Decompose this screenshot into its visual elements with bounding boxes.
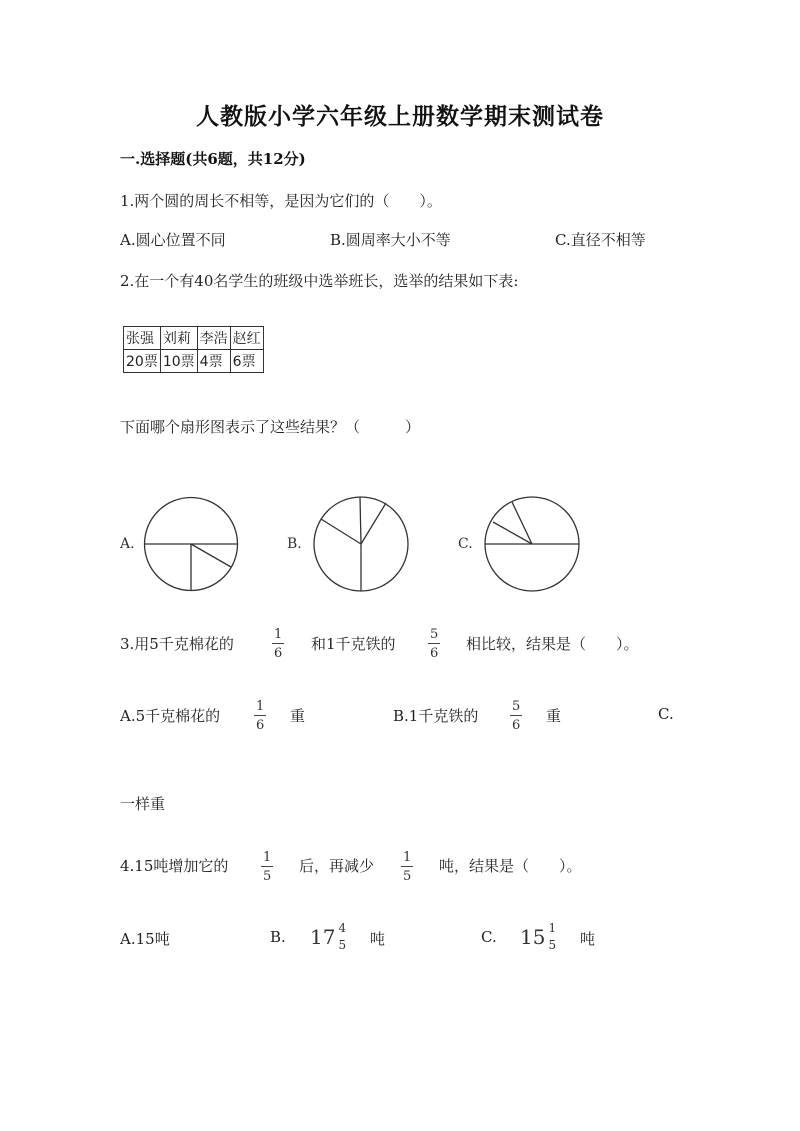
question-3-option-a-pre: A.5千克棉花的	[120, 707, 221, 725]
fraction-numerator: 1	[256, 699, 265, 714]
question-4-option-c-unit: 吨	[580, 930, 596, 948]
pie-chart-a	[140, 496, 242, 592]
fraction-numerator: 1	[263, 850, 272, 865]
section-heading: 一.选择题(共6题，共12分)	[120, 150, 306, 168]
fraction-numerator: 4	[338, 921, 347, 935]
table-cell: 赵红	[230, 327, 263, 350]
mixed-number-whole: 17	[310, 924, 336, 949]
question-1-option-a: A.圆心位置不同	[120, 231, 226, 249]
question-4-text-pre: 4.15吨增加它的	[120, 857, 229, 875]
pie-b-radius-up	[360, 497, 361, 544]
question-3-option-a-post: 重	[290, 707, 306, 725]
mixed-number-b	[310, 922, 348, 951]
table-cell: 李浩	[197, 327, 230, 350]
table-cell: 4票	[197, 350, 230, 373]
fraction-denominator: 6	[274, 646, 283, 661]
page-title: 人教版小学六年级上册数学期末测试卷	[196, 103, 604, 130]
question-3-option-b-post: 重	[546, 707, 562, 725]
question-4-option-c-label: C.	[481, 928, 497, 946]
table-cell: 20票	[124, 350, 161, 373]
pie-b-radius-right	[361, 503, 386, 544]
question-4-option-a: A.15吨	[120, 930, 170, 948]
fraction-numerator: 1	[548, 921, 557, 935]
fraction-one-sixth	[254, 700, 266, 732]
table-cell: 10票	[160, 350, 197, 373]
fraction-one-fifth	[401, 851, 413, 883]
question-3-text-post: 相比较，结果是（ ）。	[466, 635, 639, 653]
pie-option-c-label: C.	[458, 536, 473, 552]
question-4-option-b-label: B.	[270, 928, 286, 946]
question-4-text-mid: 后，再减少	[299, 857, 375, 875]
fraction-numerator: 1	[274, 627, 283, 642]
question-1-text: 1.两个圆的周长不相等，是因为它们的（ ）。	[120, 192, 442, 210]
table-cell: 刘莉	[160, 327, 197, 350]
fraction-five-sixths	[428, 628, 440, 660]
fraction-numerator: 5	[430, 627, 439, 642]
fraction-denominator: 5	[263, 869, 272, 884]
fraction-one-sixth	[272, 628, 284, 660]
question-1-option-c: C.直径不相等	[555, 231, 646, 249]
mixed-number-c	[520, 922, 558, 951]
fraction-denominator: 5	[403, 869, 412, 884]
pie-option-b-label: B.	[287, 536, 302, 552]
fraction-denominator: 6	[512, 718, 521, 733]
table-row	[124, 327, 264, 350]
question-3-text-mid: 和1千克铁的	[311, 635, 396, 653]
pie-chart-b	[312, 495, 410, 593]
fraction-denominator: 5	[548, 938, 557, 952]
question-3-option-c-text: 一样重	[120, 795, 166, 813]
fraction-five-sixths	[510, 700, 522, 732]
pie-option-a-label: A.	[120, 536, 135, 552]
fraction-denominator: 5	[338, 938, 347, 952]
pie-chart-c	[482, 495, 582, 593]
fraction-denominator: 6	[256, 718, 265, 733]
question-2-text: 2.在一个有40名学生的班级中选举班长，选举的结果如下表:	[120, 272, 519, 290]
fraction-numerator: 5	[512, 699, 521, 714]
table-cell: 张强	[124, 327, 161, 350]
question-3-text-pre: 3.用5千克棉花的	[120, 635, 234, 653]
question-2-prompt: 下面哪个扇形图表示了这些结果？（ ）	[120, 418, 421, 436]
question-4-text-post: 吨，结果是（ ）。	[439, 857, 582, 875]
mixed-number-fraction	[546, 922, 558, 951]
pie-b-radius-left	[321, 519, 361, 544]
mixed-number-fraction	[336, 922, 348, 951]
mixed-number-whole: 15	[520, 924, 546, 949]
question-3-option-c-label: C.	[658, 705, 674, 723]
question-4-option-b-unit: 吨	[370, 930, 386, 948]
question-1-option-b: B.圆周率大小不等	[330, 231, 451, 249]
table-cell: 6票	[230, 350, 263, 373]
fraction-one-fifth	[261, 851, 273, 883]
fraction-numerator: 1	[403, 850, 412, 865]
pie-a-radius-right	[191, 544, 231, 567]
fraction-denominator: 6	[430, 646, 439, 661]
table-row	[124, 350, 264, 373]
vote-table	[123, 326, 264, 373]
question-3-option-b-pre: B.1千克铁的	[393, 707, 479, 725]
